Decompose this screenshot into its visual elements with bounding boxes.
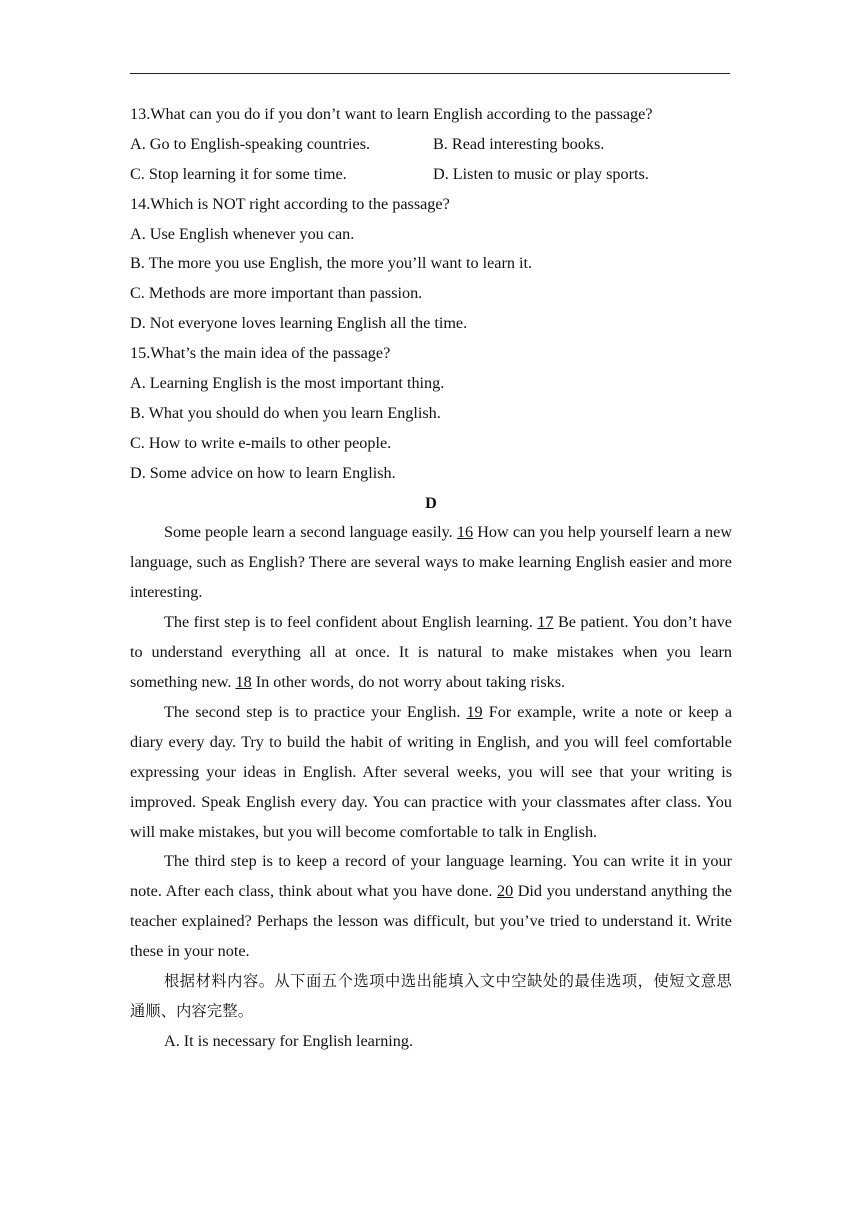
passage-paragraph-4: The third step is to keep a record of your language learning. You can write it in your note. After each class, think about what you have done. 20 Did you understand anything the teacher explained? Perhaps the lesson was difficult, but you’ve tried to understand it. Write these in your note.: [130, 852, 732, 961]
blank-16: 16: [456, 523, 474, 542]
question-13-options-row-2: [130, 160, 732, 190]
passage-paragraph-1: Some people learn a second language easily. 16 How can you help yourself learn a new language, such as English? There are several ways to make learning English easier and more interesting.: [130, 523, 733, 602]
option-b: B. Read interesting books.: [433, 134, 605, 153]
blank-20: 20: [497, 882, 514, 901]
blank-18: 18: [235, 673, 252, 691]
passage-paragraph-2: The first step is to feel confident about English learning. 17 Be patient. You don’t have to understand everything all at once. It is natural to make mistakes when you learn something new. 18 In other words, do not worry about taking risks.: [130, 613, 732, 691]
option-c: C. Stop learning it for some time.: [130, 164, 347, 183]
option-c: C. Methods are more important than passion.: [130, 284, 423, 303]
section-title: D: [425, 493, 437, 512]
blank-17: 17: [537, 613, 554, 632]
header-rule: [130, 73, 730, 74]
option-d: D. Listen to music or play sports.: [433, 164, 649, 183]
question-13: 13.What can you do if you don’t want to learn English according to the passage?: [130, 105, 653, 123]
option-b: B. The more you use English, the more you’ll want to learn it.: [130, 254, 533, 273]
option-d: D. Not everyone loves learning English all the time.: [130, 314, 468, 333]
choice-a: A. It is necessary for English learning.: [164, 1031, 414, 1050]
question-13-options-row-1: [130, 130, 732, 160]
blank-19: 19: [466, 702, 483, 721]
option-d: D. Some advice on how to learn English.: [130, 463, 396, 482]
passage-paragraph-3: The second step is to practice your English. 19 For example, write a note or keep a diary every day. Try to build the habit of writing in English, and you will feel comfortable expressing your ideas in English. After several weeks, you will see that your writing is improved. Speak English every day. You can practice with your classmates after class. You will make mistakes, but you will become comfortable to talk in English.: [130, 702, 733, 841]
question-15: 15.What’s the main idea of the passage?: [130, 344, 391, 363]
option-a: A. Use English whenever you can.: [130, 224, 355, 243]
option-c: C. How to write e-mails to other people.: [130, 433, 392, 452]
option-a: A. Go to English-speaking countries.: [130, 134, 371, 153]
question-14: 14.Which is NOT right according to the passage?: [130, 194, 450, 213]
instruction-text: 根据材料内容。从下面五个选项中选出能填入文中空缺处的最佳选项，使短文意思通顺、内容完整。: [130, 972, 732, 1020]
option-b: B. What you should do when you learn English.: [130, 403, 441, 422]
option-a: A. Learning English is the most important thing.: [130, 374, 445, 393]
page-content: [130, 100, 732, 1057]
